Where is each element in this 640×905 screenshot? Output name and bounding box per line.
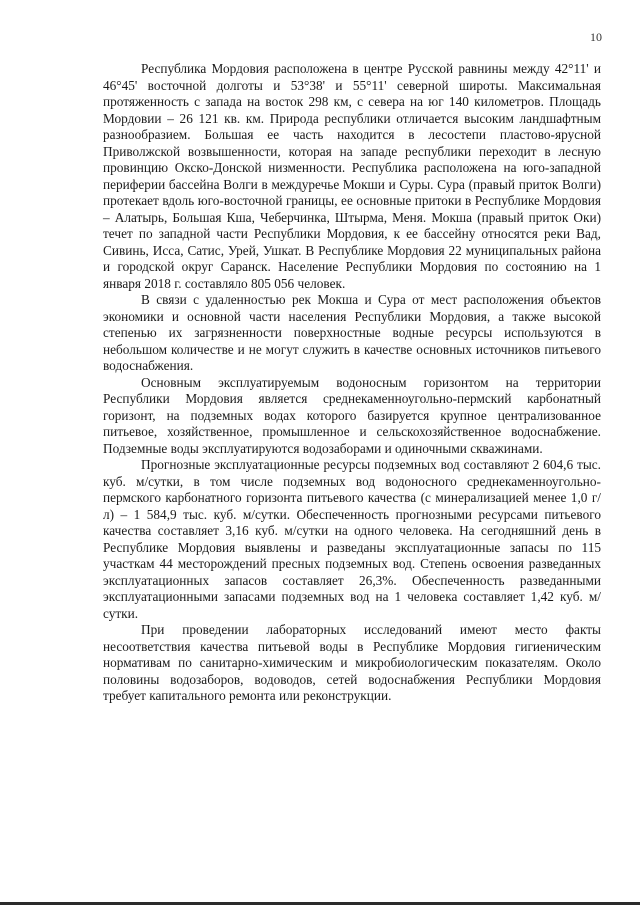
- paragraph-surface-water: В связи с удаленностью рек Мокша и Сура от мест расположения объектов экономики и основной части населения Республики Мордовия, а также высокой степенью их загрязненности поверхностные водные ресурсы используются в небольшом количестве и не могут служить в качестве основных источников питьевого водоснабжения.: [103, 292, 601, 373]
- paragraph-aquifer: Основным эксплуатируемым водоносным горизонтом на территории Республики Мордовия является среднекаменноугольно-пермский карбонатный горизонт, на подземных водах которого базируется крупное централизованное питьевое, хозяйственное, промышленное и сельскохозяйственное водоснабжение. Подземные воды эксплуатируются водозаборами и одиночными скважинами.: [103, 374, 601, 456]
- paragraph-geography: Республика Мордовия расположена в центре Русской равнины между 42°11' и 46°45' восточной долготы и 53°38' и 55°11' северной широты. Максимальная протяженность с запада на восток 298 км, с севера на юг 140 километров. Площадь Мордовии – 26 121 кв. км. Природа республики отличается высоким ландшафтным разнообразием. Большая ее часть находится в лесостепи пластово-ярусной Приволжской возвышенности, которая на западе республики переходит в лесную провинцию Окско-Донской низменности. Республика расположена на юго-западной периферии бассейна Волги в междуречье Мокши и Суры. Сура (правый приток Волги) протекает вдоль юго-восточной границы, ее основные притоки в Республике Мордовия – Алатырь, Большая Кша, Чеберчинка, Штырма, Меня. Мокша (правый приток Оки) течет по западной части Республики Мордовия, к ее бассейну относятся реки Вад, Сивинь, Исса, Сатис, Урей, Ушкат. В Республике Мордовия 22 муниципальных района и городской округ Саранск. Население Республики Мордовия по состоянию на 1 января 2018 г. составляло 805 056 человек.: [103, 61, 601, 291]
- paragraph-groundwater-resources: Прогнозные эксплуатационные ресурсы подземных вод составляют 2 604,6 тыс. куб. м/сутки, в том числе подземных вод водоносного среднекаменноугольно-пермского карбонатного горизонта питьевого качества (с минерализацией менее 1,0 г/л) – 1 584,9 тыс. куб. м/сутки. Обеспеченность прогнозными ресурсами питьевого качества составляет 3,16 куб. м/сутки на одного человека. На сегодняшний день в Республике Мордовия выявлены и разведаны эксплуатационные запасы по 115 участкам 44 месторождений пресных подземных вод. Степень освоения разведанных эксплуатационных запасов составляет 26,3%. Обеспеченность разведанными эксплуатационными запасами подземных вод на 1 человека составляет 1,42 куб. м/сутки.: [103, 457, 601, 621]
- document-body: [103, 61, 601, 705]
- paragraph-water-quality: При проведении лабораторных исследований имеют место факты несоответствия качества питьевой воды в Республике Мордовия гигиеническим нормативам по санитарно-химическим и микробиологическим показателям. Около половины водозаборов, водоводов, сетей водоснабжения Республики Мордовия требует капитального ремонта или реконструкции.: [103, 622, 601, 703]
- page-number: 10: [590, 30, 602, 44]
